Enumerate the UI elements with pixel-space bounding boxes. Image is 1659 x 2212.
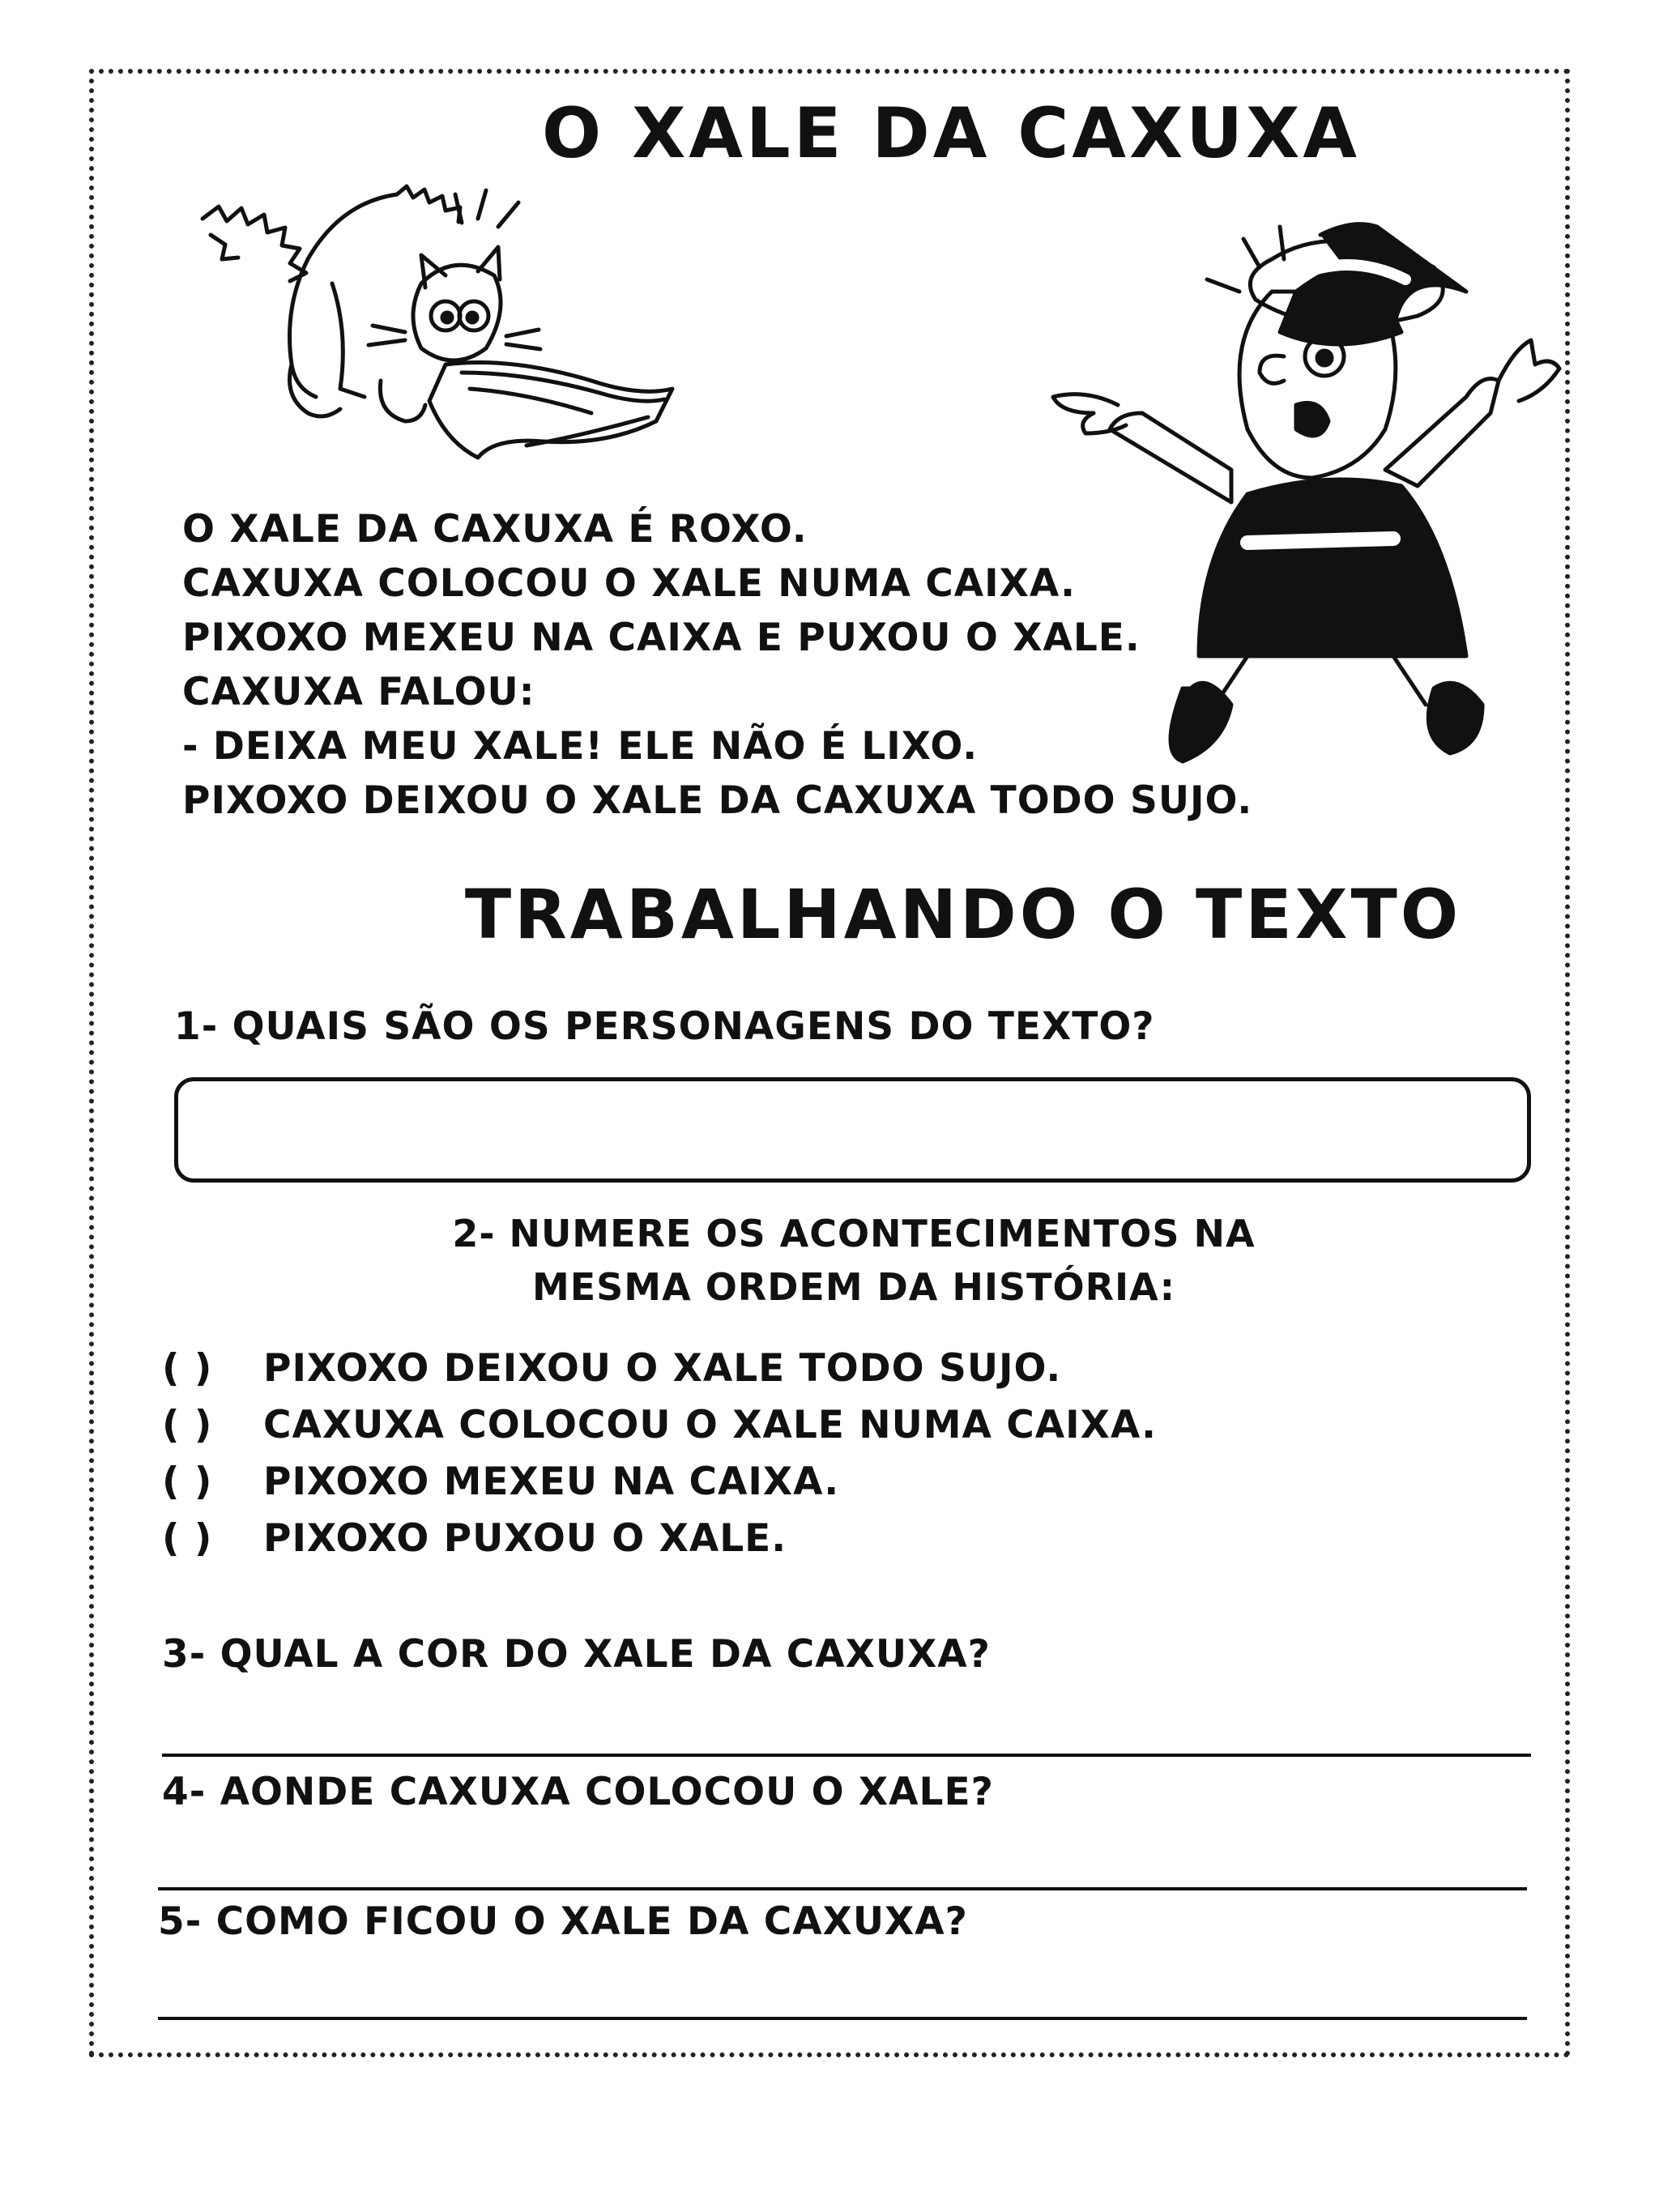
- event-text: PIXOXO DEIXOU O XALE TODO SUJO.: [263, 1346, 1062, 1391]
- story-line: PIXOXO MEXEU NA CAIXA E PUXOU O XALE.: [182, 616, 1141, 660]
- number-slot[interactable]: ( ): [162, 1516, 213, 1561]
- answer-line-4[interactable]: [158, 1887, 1527, 1890]
- number-slot[interactable]: ( ): [162, 1460, 213, 1504]
- section-title: TRABALHANDO O TEXTO: [464, 875, 1462, 954]
- event-text: CAXUXA COLOCOU O XALE NUMA CAIXA.: [263, 1403, 1157, 1447]
- question-4: 4- AONDE CAXUXA COLOCOU O XALE?: [162, 1770, 994, 1814]
- answer-line-3[interactable]: [162, 1754, 1531, 1757]
- story-line: PIXOXO DEIXOU O XALE DA CAXUXA TODO SUJO.: [182, 778, 1253, 823]
- question-3: 3- QUAL A COR DO XALE DA CAXUXA?: [162, 1632, 991, 1677]
- page-title: O XALE DA CAXUXA: [542, 93, 1360, 174]
- event-item: [162, 1511, 1157, 1567]
- cat-with-shawl-illustration: [186, 170, 770, 478]
- story-line: O XALE DA CAXUXA É ROXO.: [182, 507, 808, 552]
- question-2-line-1: 2- NUMERE OS ACONTECIMENTOS NA: [452, 1212, 1256, 1255]
- question-1: 1- QUAIS SÃO OS PERSONAGENS DO TEXTO?: [174, 1004, 1155, 1049]
- event-text: PIXOXO MEXEU NA CAIXA.: [263, 1460, 840, 1504]
- event-list: [162, 1340, 1157, 1567]
- story-text: [182, 502, 1252, 828]
- event-item: [162, 1397, 1157, 1454]
- event-item: [162, 1340, 1157, 1397]
- story-line: - DEIXA MEU XALE! ELE NÃO É LIXO.: [182, 724, 979, 769]
- number-slot[interactable]: ( ): [162, 1346, 213, 1391]
- story-line: CAXUXA FALOU:: [182, 670, 535, 714]
- question-2-line-2: MESMA ORDEM DA HISTÓRIA:: [531, 1265, 1176, 1309]
- story-line: CAXUXA COLOCOU O XALE NUMA CAIXA.: [182, 561, 1076, 606]
- event-text: PIXOXO PUXOU O XALE.: [263, 1516, 787, 1561]
- number-slot[interactable]: ( ): [162, 1403, 213, 1447]
- answer-box-1[interactable]: [174, 1077, 1531, 1183]
- question-5: 5- COMO FICOU O XALE DA CAXUXA?: [158, 1899, 968, 1944]
- answer-line-5[interactable]: [158, 2017, 1527, 2020]
- event-item: [162, 1454, 1157, 1511]
